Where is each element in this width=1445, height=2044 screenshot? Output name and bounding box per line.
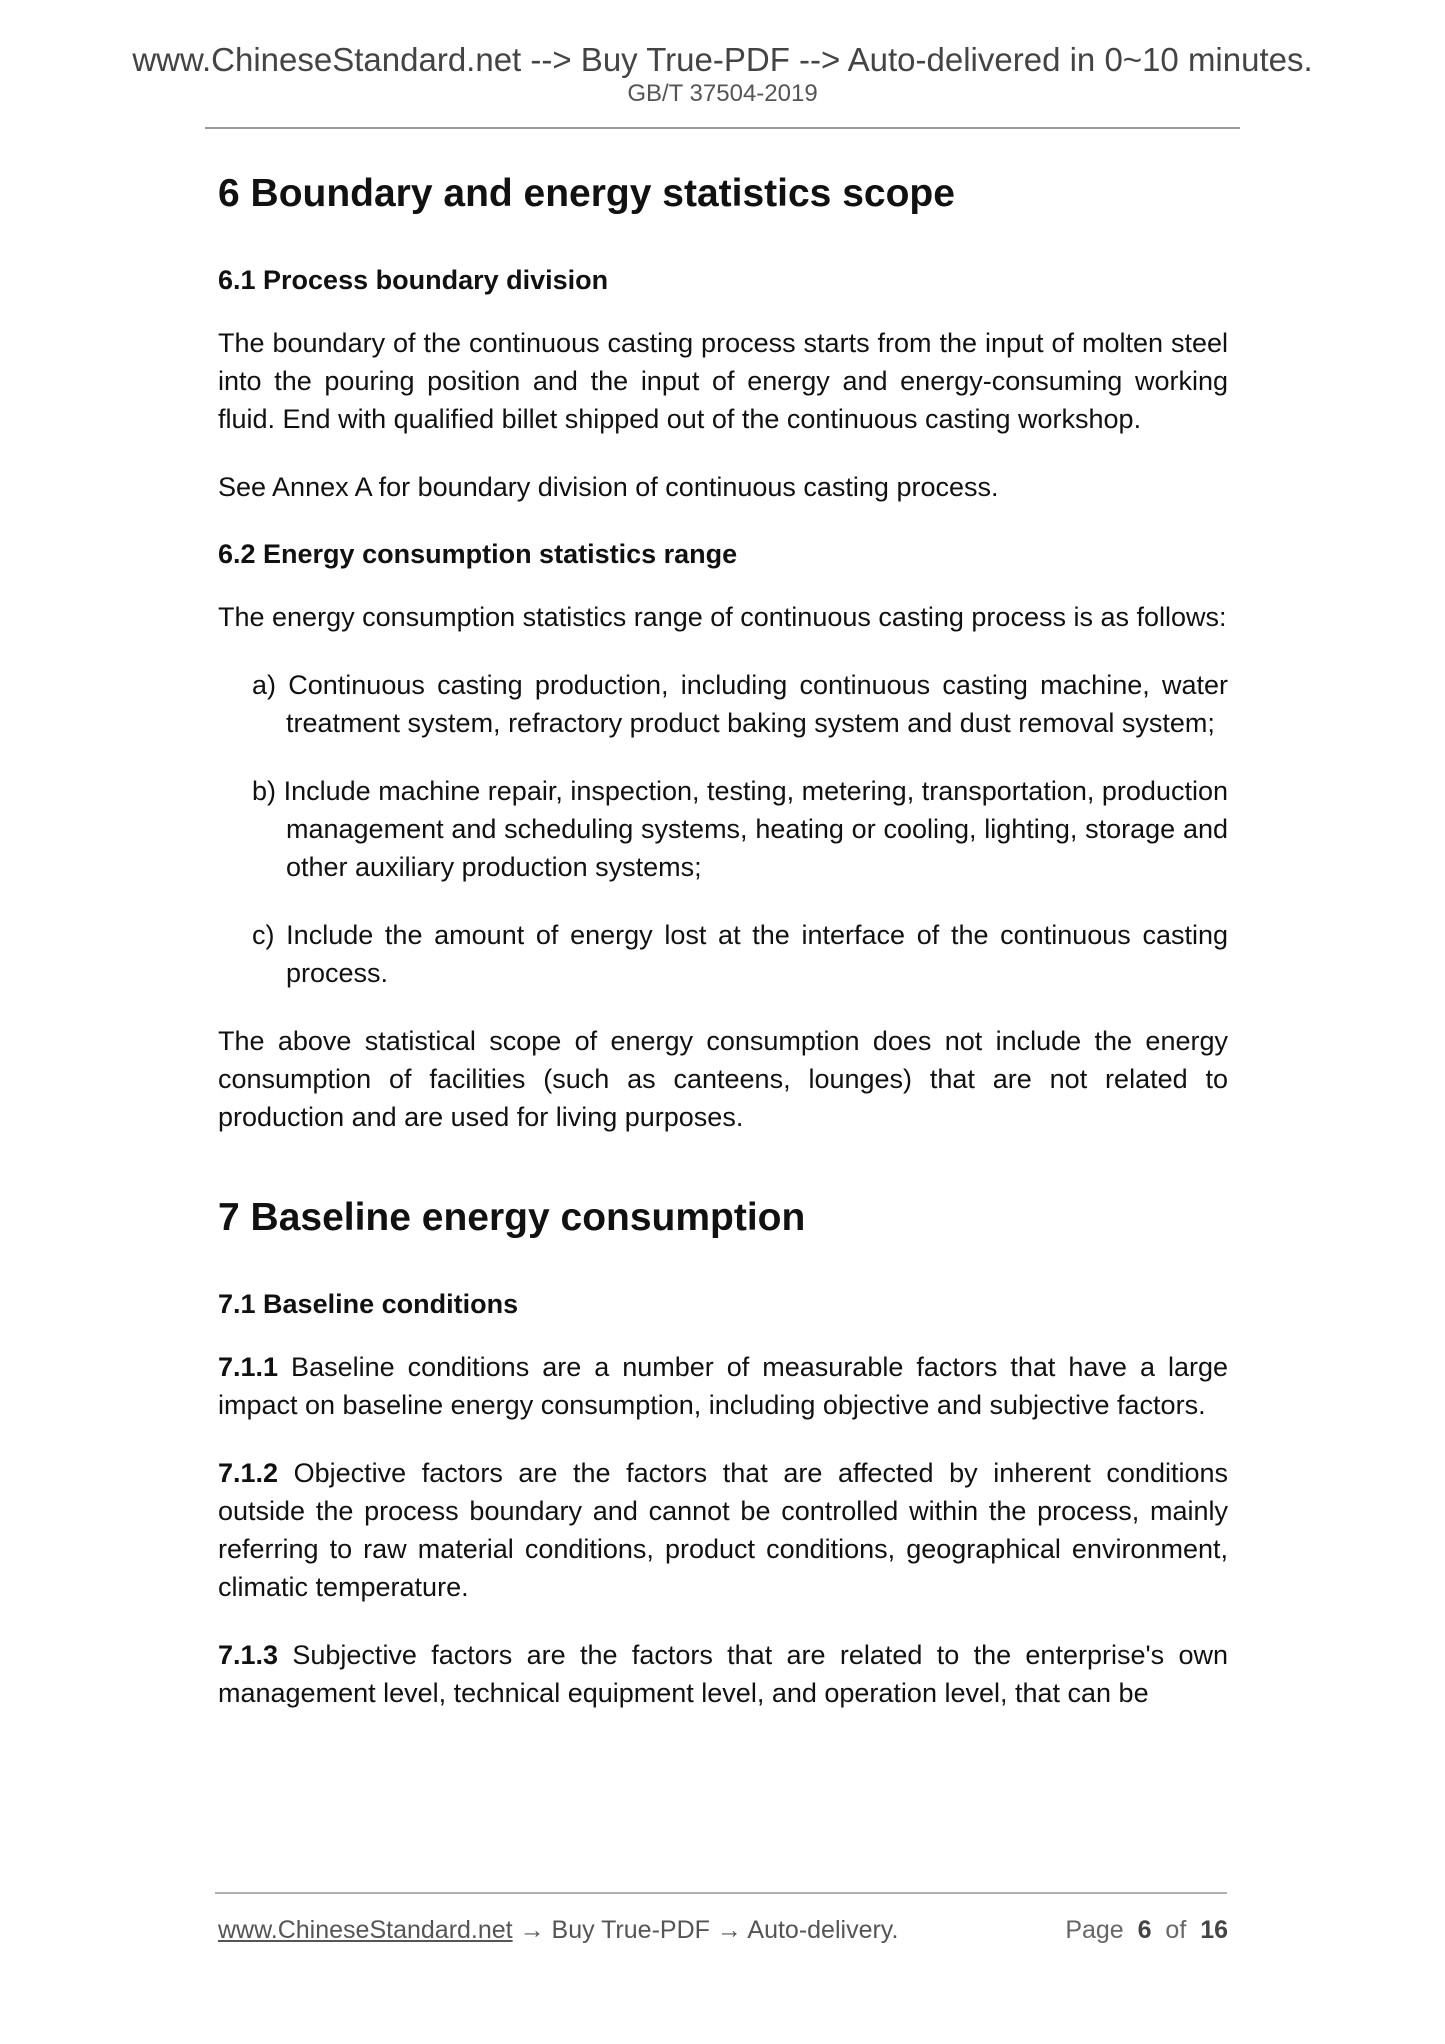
clause-number: 7.1.3 [218, 1640, 279, 1670]
section-6-2-title: 6.2 Energy consumption statistics range [218, 539, 738, 569]
top-banner: www.ChineseStandard.net --> Buy True-PDF --> Auto-delivered in 0~10 minutes. [132, 41, 1313, 78]
clause-7-1-3 [218, 1636, 1228, 1712]
list-item-b: b) Include machine repair, inspection, testing, metering, transportation, production management and scheduling systems, heating or cooling, lighting, storage and other auxiliary production systems; [252, 776, 1228, 882]
section-6-2-intro: The energy consumption statistics range of continuous casting process is as follows: [218, 602, 1227, 632]
clause-text: Objective factors are the factors that are affected by inherent conditions outside the process boundary and cannot be controlled within the process, mainly referring to raw material conditions, product conditions, geographical environment, climatic temperature. [218, 1458, 1228, 1602]
footer-tagline: → Buy True-PDF → Auto-delivery. [512, 1916, 899, 1944]
page-total: 16 [1200, 1916, 1228, 1944]
section-6-1-title: 6.1 Process boundary division [218, 265, 609, 295]
footer-site-link[interactable]: www.ChineseStandard.net [218, 1916, 513, 1944]
clause-number: 7.1.1 [218, 1352, 279, 1382]
section-6-1-paragraph-2: See Annex A for boundary division of continuous casting process. [218, 472, 999, 502]
page-current: 6 [1137, 1916, 1152, 1944]
list-item-c: c) Include the amount of energy lost at the interface of the continuous casting process. [252, 920, 1228, 988]
clause-text: Baseline conditions are a number of measurable factors that have a large impact on baseline energy consumption, including objective and subjective factors. [218, 1352, 1228, 1420]
clause-number: 7.1.2 [218, 1458, 279, 1488]
clause-text: Subjective factors are the factors that are related to the enterprise's own management level, technical equipment level, and operation level, that can be [218, 1640, 1228, 1708]
section-6-2-outro: The above statistical scope of energy consumption does not include the energy consumption of facilities (such as canteens, lounges) that are not related to production and are used for living purposes. [218, 1026, 1228, 1132]
standard-code: GB/T 37504-2019 [627, 80, 818, 107]
section-6-title: 6 Boundary and energy statistics scope [218, 172, 955, 215]
section-7-1-title: 7.1 Baseline conditions [218, 1289, 519, 1319]
clause-7-1-2 [218, 1454, 1228, 1606]
list-item-a: a) Continuous casting production, including continuous casting machine, water treatment system, refractory product baking system and dust removal system; [252, 670, 1228, 738]
clause-7-1-1 [218, 1348, 1228, 1424]
footer-divider [215, 1892, 1227, 1894]
section-6-1-paragraph-1: The boundary of the continuous casting process starts from the input of molten steel into the pouring position and the input of energy and energy-consuming working fluid. End with qualified billet shipped out of the continuous casting workshop. [218, 328, 1228, 434]
page-indicator [1065, 1912, 1228, 1948]
page-label: Page [1065, 1916, 1124, 1944]
section-7-title: 7 Baseline energy consumption [218, 1196, 806, 1239]
page-footer [218, 1912, 1228, 1948]
document-body [218, 170, 1228, 1712]
page-of: of [1165, 1916, 1187, 1944]
header-divider [205, 127, 1240, 129]
